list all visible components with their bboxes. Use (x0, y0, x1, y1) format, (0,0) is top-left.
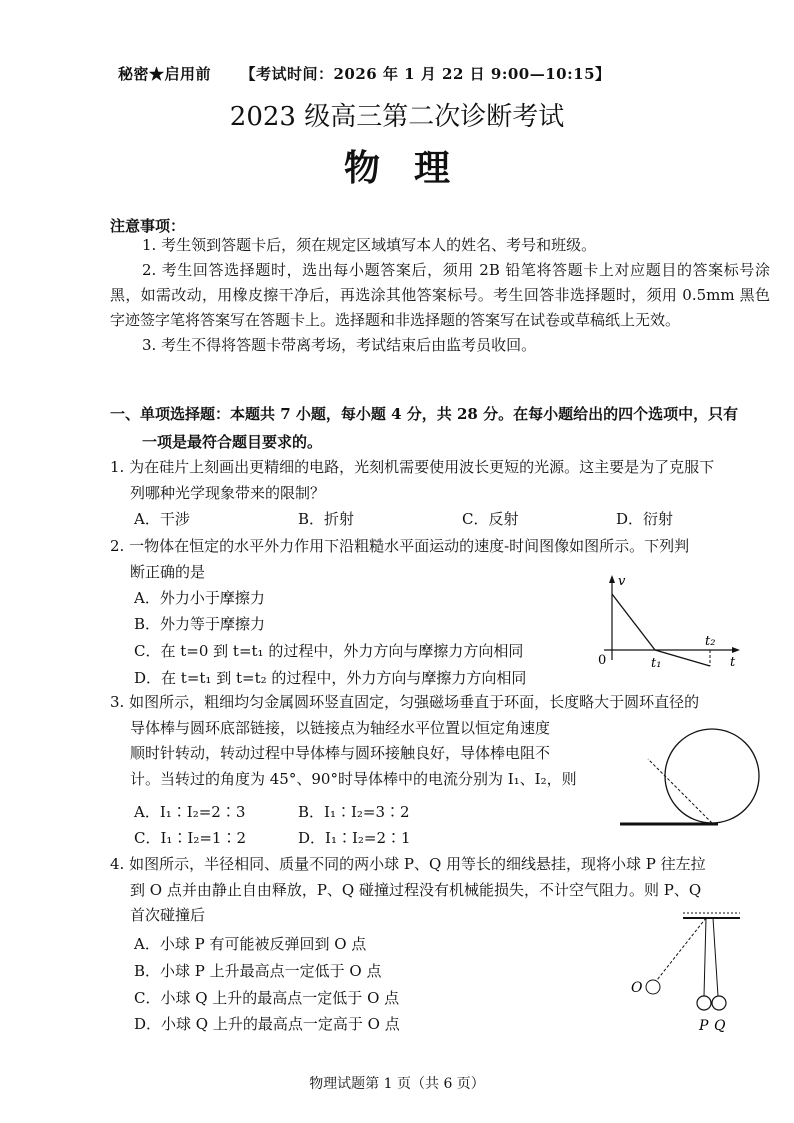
string-dashed-o (657, 918, 706, 980)
q4-option-b: B．小球 P 上升最高点一定低于 O 点 (134, 962, 382, 980)
vt-line-reverse (655, 650, 710, 666)
section-heading-line1: 一、单项选择题：本题共 7 小题，每小题 4 分，共 28 分。在每小题给出的四个选项中，只有 (110, 405, 739, 423)
notice-title: 注意事项： (110, 217, 186, 235)
q1-option-c: C．反射 (462, 510, 519, 528)
exam-title: 2023 级高三第二次诊断考试 (229, 102, 565, 132)
q4-line3: 首次碰撞后 (130, 906, 206, 924)
o-label: O (631, 980, 643, 996)
q-label: Q (714, 1018, 726, 1034)
q3-line3: 顺时针转动，转动过程中导体棒与圆环接触良好，导体棒电阻不 (130, 744, 551, 762)
q2-option-d: D．在 t=t₁ 到 t=t₂ 的过程中，外力方向与摩擦力方向相同 (134, 669, 527, 687)
exam-time: 【考试时间：2026 年 1 月 22 日 9:00—10:15】 (240, 65, 611, 83)
q2-option-c: C．在 t=0 到 t=t₁ 的过程中，外力方向与摩擦力方向相同 (134, 642, 524, 660)
notice-item-3: 3. 考生不得将答题卡带离考场，考试结束后由监考员收回。 (142, 336, 537, 354)
ball-at-o (646, 980, 660, 994)
q4-stem (110, 852, 706, 929)
t1-label: t₁ (651, 656, 662, 671)
t-label: t (730, 655, 736, 670)
page-footer: 物理试题第 1 页（共 6 页） (309, 1076, 485, 1092)
header-line (118, 63, 611, 84)
q3-option-a: A．I₁∶I₂=2∶3 (134, 803, 246, 821)
q1-line2: 列哪种光学现象带来的限制？ (130, 483, 326, 502)
notice-item-2: 2. 考生回答选择题时，选出每小题答案后，须用 2B 铅笔将答题卡上对应题目的答案标号涂黑，如需改动，用橡皮擦干净后，再选涂其他答案标号。考生回答非选择题时，须用 0.5mm 黑色字迹签字笔将答案写在答题卡上。选择题和非选择题的答案写在试卷或草稿纸上无效。 (110, 261, 770, 329)
q1-option-b: B．折射 (298, 510, 355, 528)
q4-option-a: A．小球 P 有可能被反弹回到 O 点 (134, 935, 367, 953)
string-q (713, 918, 718, 996)
q3-option-c: C．I₁∶I₂=1∶2 (134, 829, 247, 847)
t2-label: t₂ (705, 634, 716, 649)
q1-stem (110, 455, 714, 506)
q2-option-b: B．外力等于摩擦力 (134, 615, 266, 633)
vt-line-decel (612, 594, 655, 650)
q3-line1: 3. 如图所示，粗细均匀金属圆环竖直固定，匀强磁场垂直于环面，长度略大于圆环直径的 (110, 693, 700, 711)
origin-label: 0 (598, 653, 607, 668)
q4-line2: 到 O 点并由静止自由释放，P、Q 碰撞过程没有机械能损失，不计空气阻力。则 P、Q (130, 880, 702, 899)
q4-pendulum-figure (625, 910, 775, 1038)
p-label: P (699, 1018, 709, 1034)
q2-line2: 断正确的是 (130, 562, 206, 581)
subject-title: 物理 (343, 147, 484, 189)
q4-option-c: C．小球 Q 上升的最高点一定低于 O 点 (134, 989, 400, 1007)
ball-q (712, 996, 726, 1010)
q2-option-a: A．外力小于摩擦力 (134, 589, 265, 607)
conductor-rod-45 (648, 759, 712, 823)
q3-stem (110, 690, 699, 792)
v-axis-arrow (609, 575, 615, 583)
q3-line4: 计。当转过的角度为 45°、90°时导体棒中的电流分别为 I₁、I₂，则 (130, 769, 577, 788)
v-label: v (618, 574, 626, 589)
notice-item-1: 1. 考生领到答题卡后，须在规定区域填写本人的姓名、考号和班级。 (142, 236, 597, 254)
section-heading-line2: 一项是最符合题目要求的。 (142, 433, 323, 451)
ball-p (697, 996, 711, 1010)
string-p (704, 918, 706, 996)
metal-ring (665, 729, 759, 823)
q1-option-a: A．干涉 (134, 510, 190, 528)
q3-ring-figure (615, 728, 775, 832)
t-axis-arrow (732, 647, 740, 653)
confidential-mark: 秘密★启用前 (118, 65, 212, 83)
q3-option-b: B．I₁∶I₂=3∶2 (298, 803, 410, 821)
q1-option-d: D．衍射 (616, 510, 674, 528)
q2-line1: 2. 一物体在恒定的水平外力作用下沿粗糙水平面运动的速度-时间图像如图所示。下列判 (110, 537, 690, 555)
q4-line1: 4. 如图所示，半径相同、质量不同的两小球 P、Q 用等长的细线悬挂，现将小球 P 往左拉 (110, 855, 706, 873)
section-heading (110, 400, 770, 456)
q2-vt-graph (590, 572, 750, 672)
q4-option-d: D．小球 Q 上升的最高点一定高于 O 点 (134, 1015, 400, 1033)
q3-option-d: D．I₁∶I₂=2∶1 (298, 829, 411, 847)
q1-line1: 1. 为在硅片上刻画出更精细的电路，光刻机需要使用波长更短的光源。这主要是为了克服下 (110, 458, 715, 476)
q3-line2: 导体棒与圆环底部链接，以链接点为轴经水平位置以恒定角速度 (130, 718, 551, 737)
